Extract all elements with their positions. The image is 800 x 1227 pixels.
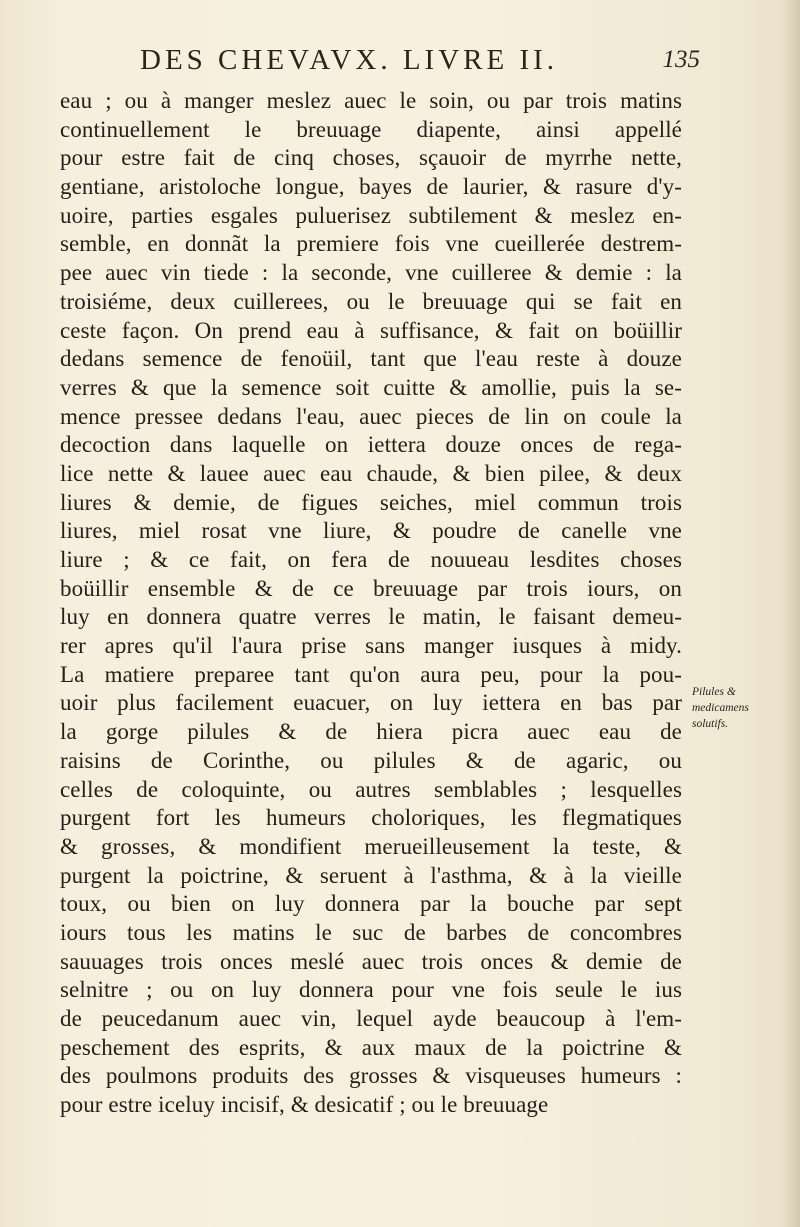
margin-note-line: medicamens xyxy=(692,702,749,714)
text-line: purgent fort les humeurs choloriques, les flegmatiques xyxy=(60,805,682,831)
text-line: de peucedanum auec vin, lequel ayde beaucoup à l'em- xyxy=(60,1006,682,1031)
text-line: pee auec vin tiede : la seconde, vne cuilleree & demie : la xyxy=(60,260,682,286)
text-line: la gorge pilules & de hiera picra auec eau de xyxy=(60,719,682,745)
text-line: liure ; & ce fait, on fera de nouueau lesdites choses xyxy=(60,547,682,572)
margin-note-line: solutifs. xyxy=(692,718,729,730)
text-line: boüillir ensemble & de ce breuuage par trois iours, on xyxy=(60,575,682,601)
text-body xyxy=(60,87,682,1120)
text-line: selnitre ; ou on luy donnera pour vne fois seule le ius xyxy=(60,977,682,1003)
text-line: continuellement le breuuage diapente, ainsi appellé xyxy=(60,116,682,142)
text-line: La matiere preparee tant qu'on aura peu, pour la pou- xyxy=(60,661,682,687)
text-line: mence pressee dedans l'eau, auec pieces de lin on coule la xyxy=(60,403,682,429)
text-line: lice nette & lauee auec eau chaude, & bien pilee, & deux xyxy=(60,460,682,486)
text-line: uoir plus facilement euacuer, on luy iettera en bas par xyxy=(60,690,682,716)
page-number: 135 xyxy=(662,46,700,73)
text-line: pour estre fait de cinq choses, sçauoir de myrrhe nette, xyxy=(60,145,682,171)
text-line: verres & que la semence soit cuitte & amollie, puis la se- xyxy=(60,374,682,400)
text-line: uoire, parties esgales puluerisez subtilement & meslez en- xyxy=(60,202,682,228)
text-line: raisins de Corinthe, ou pilules & de agaric, ou xyxy=(60,747,682,773)
text-line: gentiane, aristoloche longue, bayes de laurier, & rasure d'y- xyxy=(60,174,682,200)
margin-note xyxy=(692,684,792,732)
text-line: troisiéme, deux cuillerees, ou le breuuage qui se fait en xyxy=(60,288,682,314)
text-line: peschement des esprits, & aux maux de la poictrine & xyxy=(60,1034,682,1060)
text-line: ceste façon. On prend eau à suffisance, & fait on boüillir xyxy=(60,317,682,343)
page-header xyxy=(140,44,700,84)
text-line: pour estre iceluy incisif, & desicatif ; ou le breuuage xyxy=(60,1092,549,1118)
text-line: liures & demie, de figues seiches, miel commun trois xyxy=(60,489,682,515)
text-line: semble, en donnãt la premiere fois vne cueillerée destrem- xyxy=(60,231,682,257)
running-title: DES CHEVAVX. LIVRE II. xyxy=(140,44,559,76)
text-line: luy en donnera quatre verres le matin, le faisant demeu- xyxy=(60,604,682,630)
text-line: celles de coloquinte, ou autres semblables ; lesquelles xyxy=(60,776,682,802)
text-line: des poulmons produits des grosses & visqueuses humeurs : xyxy=(60,1063,682,1089)
text-line: dedans semence de fenoüil, tant que l'eau reste à douze xyxy=(60,346,682,372)
text-line: purgent la poictrine, & seruent à l'asthma, & à la vieille xyxy=(60,862,682,888)
text-line: toux, ou bien on luy donnera par la bouche par sept xyxy=(60,891,682,917)
text-line: & grosses, & mondifient merueilleusement la teste, & xyxy=(60,833,682,859)
text-line: liures, miel rosat vne liure, & poudre de canelle vne xyxy=(60,518,682,544)
text-line: decoction dans laquelle on iettera douze onces de rega- xyxy=(60,432,682,458)
text-line: iours tous les matins le suc de barbes de concombres xyxy=(60,919,682,945)
text-line: rer apres qu'il l'aura prise sans manger iusques à midy. xyxy=(60,633,682,659)
page-edge-shadow xyxy=(782,0,800,1227)
text-line: eau ; ou à manger meslez auec le soin, ou par trois matins xyxy=(60,88,682,113)
text-line: sauuages trois onces meslé auec trois onces & demie de xyxy=(60,948,682,974)
margin-note-line: Pilules & xyxy=(692,686,736,698)
